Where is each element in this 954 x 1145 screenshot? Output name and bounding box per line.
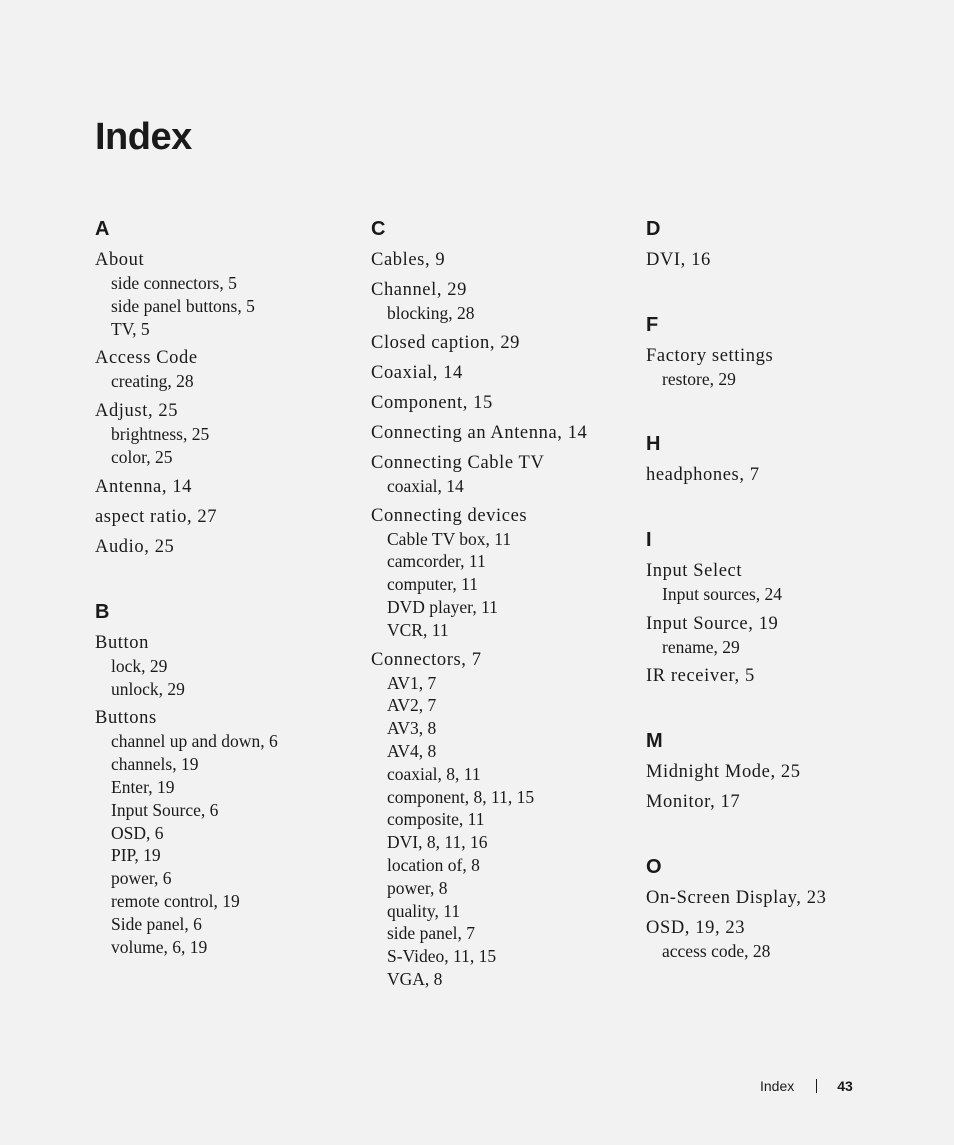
- index-subentry: AV2, 7: [387, 695, 437, 716]
- index-subentry: restore, 29: [662, 369, 736, 389]
- index-term: Factory settings: [646, 346, 774, 366]
- index-entry: [371, 422, 641, 445]
- footer-section-label: Index: [760, 1078, 795, 1094]
- index-entry: [371, 332, 641, 355]
- index-subentry: S-Video, 11, 15: [387, 946, 497, 967]
- index-term: headphones, 7: [646, 464, 760, 485]
- index-section-m: [646, 728, 916, 814]
- index-section-f: [646, 312, 916, 391]
- index-subentry: composite, 11: [387, 809, 485, 830]
- index-subentry: AV4, 8: [387, 740, 437, 761]
- index-subentry: lock, 29: [111, 655, 168, 676]
- page-footer: [760, 1077, 853, 1095]
- index-entry: [95, 476, 365, 499]
- section-letter: H: [646, 432, 661, 455]
- index-entry: [646, 917, 916, 963]
- index-subentry: AV3, 8: [387, 718, 437, 739]
- index-term: Adjust, 25: [95, 401, 179, 422]
- index-term: Audio, 25: [95, 536, 175, 557]
- index-term: Monitor, 17: [646, 792, 741, 813]
- index-term: Connecting devices: [371, 505, 528, 526]
- index-subentry: DVD player, 11: [387, 596, 498, 617]
- index-entry: [95, 506, 365, 529]
- index-entry: [371, 362, 641, 385]
- index-entry: [371, 452, 641, 498]
- index-subentry: Cable TV box, 11: [387, 528, 512, 549]
- index-subentry: DVI, 8, 11, 16: [387, 832, 488, 853]
- index-subentry: rename, 29: [662, 636, 740, 657]
- section-letter: D: [646, 218, 661, 240]
- index-subentry: computer, 11: [387, 574, 478, 595]
- index-subentry: VGA, 8: [387, 968, 443, 989]
- index-term: Closed caption, 29: [371, 332, 521, 353]
- index-subentry: side panel buttons, 5: [111, 295, 255, 316]
- index-subentry: camcorder, 11: [387, 551, 486, 572]
- index-term: Input Source, 19: [646, 613, 779, 634]
- index-term: About: [95, 250, 145, 270]
- section-letter: C: [371, 218, 386, 240]
- section-letter: I: [646, 528, 652, 551]
- index-section-h: [646, 431, 916, 487]
- index-term: On-Screen Display, 23: [646, 888, 827, 909]
- index-entry: [95, 632, 365, 701]
- index-subentry: TV, 5: [111, 318, 150, 339]
- index-entry: [646, 613, 916, 659]
- index-subentry: access code, 28: [662, 941, 771, 962]
- index-entry: [646, 791, 916, 814]
- section-letter: O: [646, 856, 662, 879]
- index-column-1: [95, 216, 365, 998]
- index-term: Cables, 9: [371, 250, 446, 270]
- index-entry: [371, 279, 641, 325]
- index-subentry: channel up and down, 6: [111, 731, 278, 752]
- index-section-d: [646, 216, 916, 272]
- index-term: Coaxial, 14: [371, 362, 463, 383]
- index-entry: [95, 249, 365, 340]
- index-entry: [95, 400, 365, 469]
- index-subentry: component, 8, 11, 15: [387, 786, 535, 807]
- index-entry: [371, 249, 641, 272]
- index-subentry: PIP, 19: [111, 845, 161, 866]
- index-subentry: quality, 11: [387, 900, 461, 921]
- index-entry: [371, 505, 641, 642]
- index-subentry: Input sources, 24: [662, 583, 783, 604]
- index-subentry: Input Source, 6: [111, 799, 219, 820]
- index-subentry: channels, 19: [111, 754, 199, 775]
- section-letter: F: [646, 314, 659, 336]
- section-letter: M: [646, 730, 663, 753]
- index-term: aspect ratio, 27: [95, 506, 218, 527]
- index-subentry: color, 25: [111, 446, 173, 467]
- index-term: DVI, 16: [646, 250, 711, 270]
- index-entry: [95, 536, 365, 559]
- index-subentry: volume, 6, 19: [111, 936, 208, 957]
- index-term: Connectors, 7: [371, 649, 482, 670]
- index-subentry: Enter, 19: [111, 776, 175, 797]
- index-entry: [95, 347, 365, 393]
- index-term: Access Code: [95, 348, 198, 369]
- section-letter: A: [95, 218, 110, 240]
- index-term: Antenna, 14: [95, 476, 193, 497]
- index-entry: [95, 707, 365, 958]
- index-subentry: VCR, 11: [387, 619, 449, 640]
- index-subentry: unlock, 29: [111, 678, 185, 699]
- index-term: Connecting an Antenna, 14: [371, 422, 588, 443]
- index-entry: [646, 464, 916, 487]
- index-term: Connecting Cable TV: [371, 452, 545, 473]
- index-term: Buttons: [95, 708, 157, 729]
- footer-divider: [816, 1079, 817, 1093]
- index-section-o: [646, 854, 916, 963]
- index-term: Midnight Mode, 25: [646, 762, 801, 783]
- index-subentry: coaxial, 14: [387, 475, 464, 496]
- index-entry: [371, 392, 641, 415]
- page-number: 43: [837, 1078, 853, 1094]
- index-column-3: [646, 216, 916, 1003]
- index-entry: [646, 761, 916, 784]
- index-term: Component, 15: [371, 392, 493, 413]
- index-entry: [646, 560, 916, 606]
- index-entry: [646, 345, 916, 391]
- index-section-c: [371, 216, 641, 991]
- index-subentry: coaxial, 8, 11: [387, 763, 481, 784]
- page-title: Index: [95, 116, 192, 158]
- index-subentry: brightness, 25: [111, 424, 210, 445]
- index-entry: [646, 249, 916, 272]
- index-section-a: [95, 216, 365, 559]
- index-column-2: [371, 216, 641, 1031]
- index-subentry: OSD, 6: [111, 822, 164, 843]
- index-subentry: remote control, 19: [111, 890, 240, 911]
- index-term: Input Select: [646, 560, 743, 581]
- index-subentry: location of, 8: [387, 854, 480, 875]
- index-entry: [371, 649, 641, 991]
- index-subentry: AV1, 7: [387, 672, 437, 693]
- index-subentry: creating, 28: [111, 371, 194, 392]
- index-subentry: power, 6: [111, 868, 172, 889]
- index-section-b: [95, 599, 365, 959]
- index-term: Button: [95, 632, 149, 653]
- index-section-i: [646, 527, 916, 689]
- index-subentry: side panel, 7: [387, 923, 475, 944]
- index-term: Channel, 29: [371, 280, 468, 300]
- index-subentry: power, 8: [387, 877, 448, 898]
- index-subentry: Side panel, 6: [111, 913, 202, 934]
- index-term: IR receiver, 5: [646, 666, 755, 687]
- index-subentry: side connectors, 5: [111, 273, 237, 293]
- index-term: OSD, 19, 23: [646, 918, 746, 939]
- index-subentry: blocking, 28: [387, 303, 475, 323]
- index-entry: [646, 887, 916, 910]
- index-entry: [646, 665, 916, 688]
- section-letter: B: [95, 600, 110, 623]
